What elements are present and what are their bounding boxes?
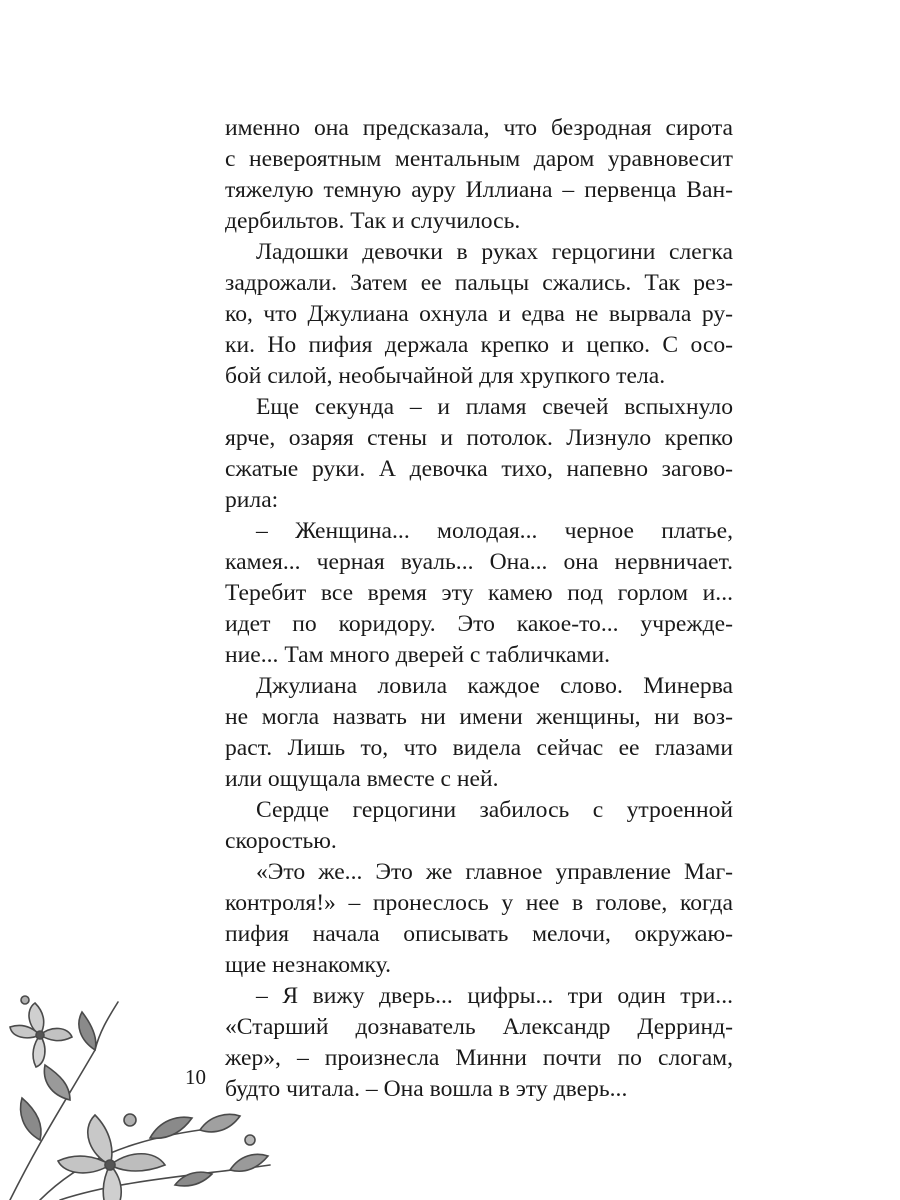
text-line: будто читала. – Она вошла в эту дверь... [225, 1076, 628, 1102]
page-number: 10 [185, 1065, 206, 1089]
text-line: – Я вижу дверь... цифры... три один три... [256, 983, 733, 1009]
text-line: – Женщина... молодая... черное платье, [256, 518, 733, 544]
floral-ornament-icon [0, 990, 290, 1200]
text-line: «Это же... Это же главное управление Маг- [256, 859, 733, 885]
text-line: «Старший дознаватель Александр Дерринд- [225, 1014, 733, 1040]
text-line: ки. Но пифия держала крепко и цепко. С осо- [225, 332, 733, 358]
text-line: сжатые руки. А девочка тихо, напевно загово- [225, 456, 733, 482]
text-line: рила: [225, 487, 279, 513]
text-line: Джулиана ловила каждое слово. Минерва [256, 673, 733, 699]
text-line: щие незнакомку. [225, 952, 391, 978]
text-line: пифия начала описывать мелочи, окружаю- [225, 921, 733, 947]
text-line: бой силой, необычайной для хрупкого тела. [225, 363, 666, 389]
text-line: жер», – произнесла Минни почти по слогам, [225, 1045, 733, 1071]
text-line: не могла назвать ни имени женщины, ни воз- [225, 704, 733, 730]
text-line: именно она предсказала, что безродная сирота [225, 115, 733, 141]
text-line: или ощущала вместе с ней. [225, 766, 499, 792]
text-line: задрожали. Затем ее пальцы сжались. Так рез- [225, 270, 733, 296]
text-line: тяжелую темную ауру Иллиана – первенца Ван- [225, 177, 733, 203]
text-line: Ладошки девочки в руках герцогини слегка [256, 239, 733, 265]
text-line: ярче, озаряя стены и потолок. Лизнуло крепко [225, 425, 733, 451]
text-line: ние... Там много дверей с табличками. [225, 642, 611, 668]
text-line: дербильтов. Так и случилось. [225, 208, 521, 234]
text-line: скоростью. [225, 828, 337, 854]
text-line: контроля!» – пронеслось у нее в голове, когда [225, 890, 733, 916]
body-text [225, 113, 733, 1105]
text-line: Сердце герцогини забилось с утроенной [256, 797, 733, 823]
text-line: раст. Лишь то, что видела сейчас ее глазами [225, 735, 733, 761]
text-line: с невероятным ментальным даром уравновесит [225, 146, 733, 172]
text-line: Еще секунда – и пламя свечей вспыхнуло [256, 394, 733, 420]
text-line: ко, что Джулиана охнула и едва не вырвала ру- [225, 301, 733, 327]
text-line: Теребит все время эту камею под горлом и... [225, 580, 733, 606]
text-line: идет по коридору. Это какое-то... учрежде- [225, 611, 733, 637]
text-line: камея... черная вуаль... Она... она нервничает. [225, 549, 733, 575]
